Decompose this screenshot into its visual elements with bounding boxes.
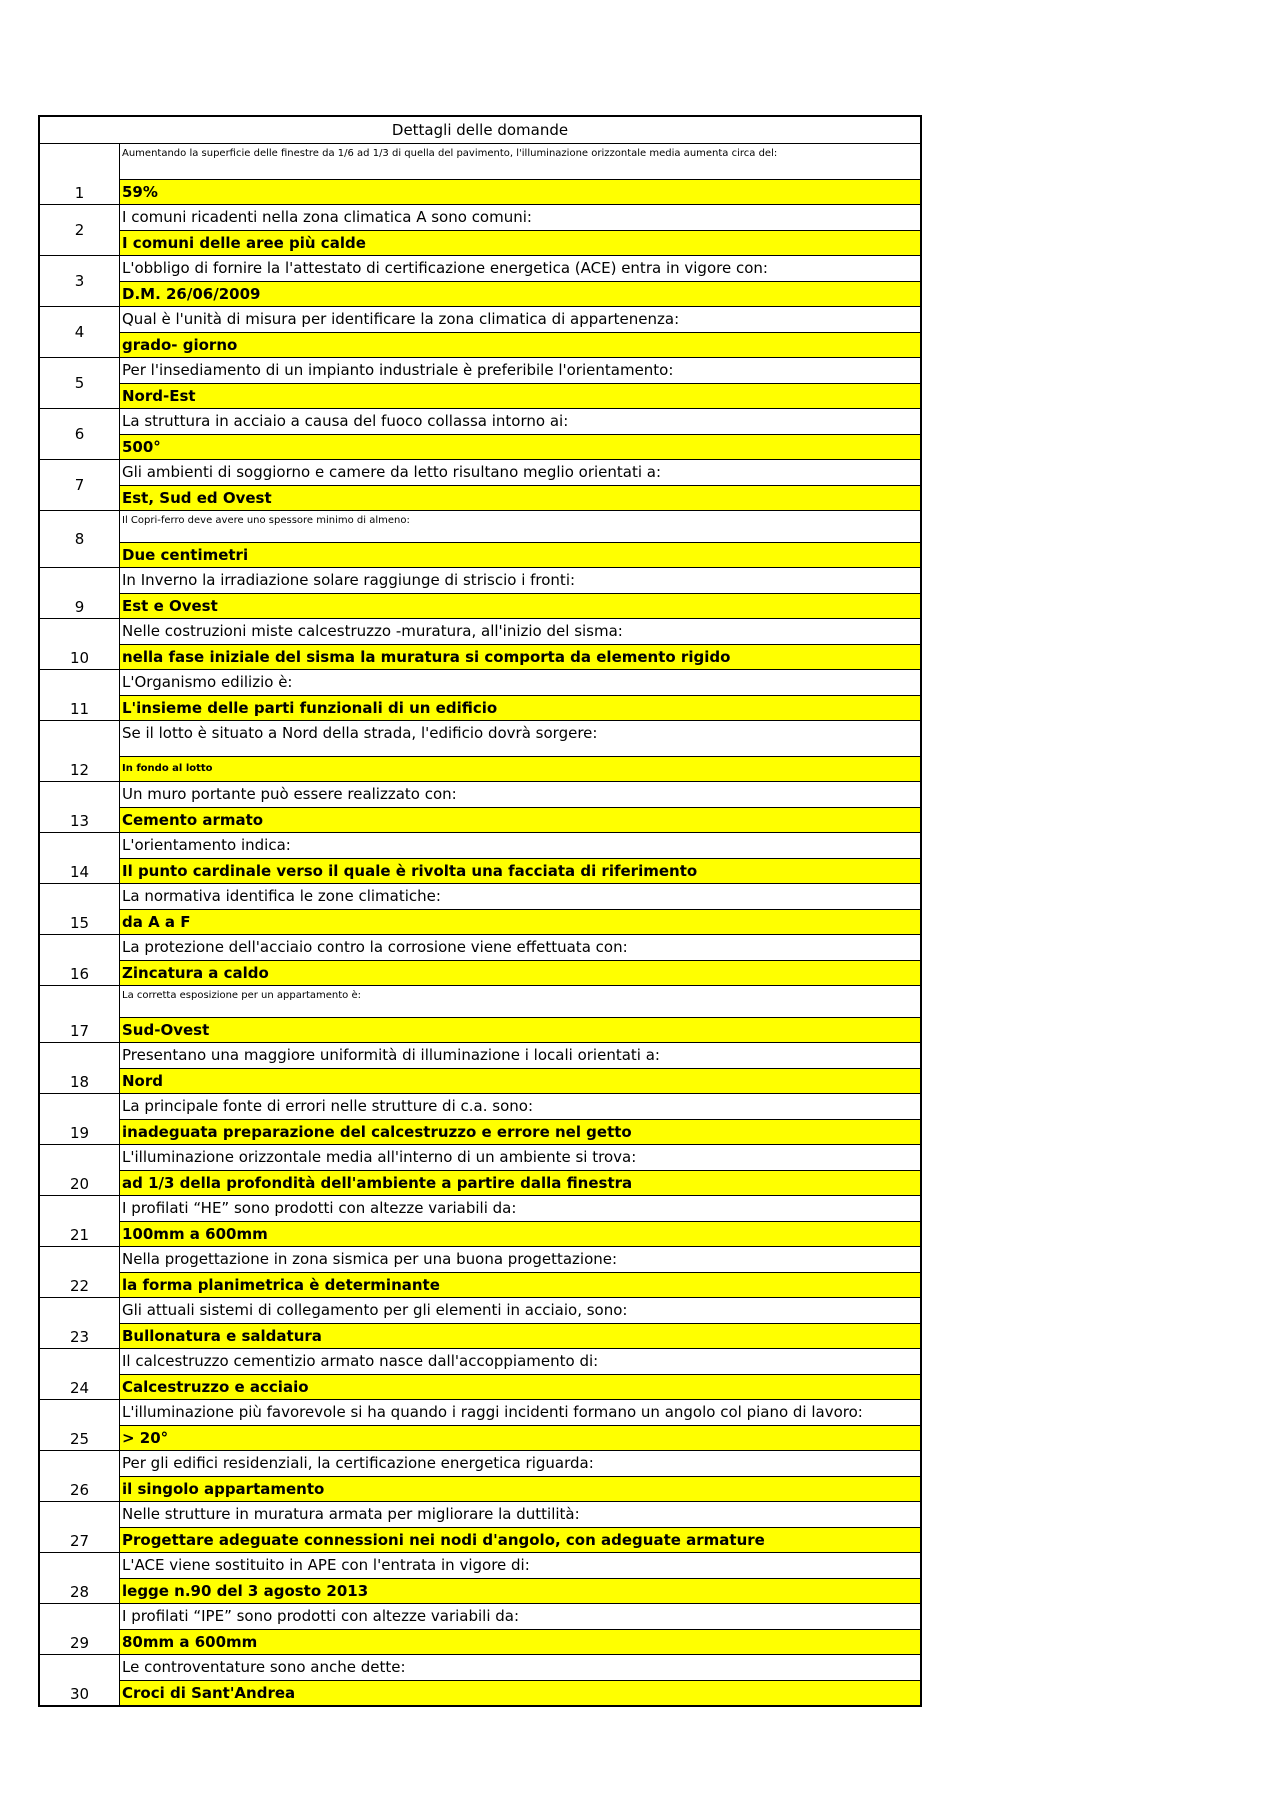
question-cell <box>120 670 920 720</box>
answer-text: Due centimetri <box>120 543 920 567</box>
question-text: Aumentando la superficie delle finestre da 1/6 ad 1/3 di quella del pavimento, l'illuminazione orizzontale media aumenta circa del: <box>120 144 920 180</box>
question-number: 20 <box>40 1145 120 1195</box>
answer-text: 500° <box>120 435 920 459</box>
question-number: 30 <box>40 1655 120 1705</box>
question-cell <box>120 619 920 669</box>
question-text: Per gli edifici residenziali, la certificazione energetica riguarda: <box>120 1451 920 1477</box>
question-cell <box>120 1604 920 1654</box>
table-row <box>40 1247 920 1298</box>
table-row <box>40 1196 920 1247</box>
question-text: I profilati “IPE” sono prodotti con altezze variabili da: <box>120 1604 920 1630</box>
question-text: Un muro portante può essere realizzato con: <box>120 782 920 808</box>
question-number: 14 <box>40 833 120 883</box>
question-cell <box>120 409 920 459</box>
table-row <box>40 307 920 358</box>
question-cell <box>120 1094 920 1144</box>
answer-text: Est, Sud ed Ovest <box>120 486 920 510</box>
answer-text: 80mm a 600mm <box>120 1630 920 1654</box>
question-number: 4 <box>40 307 120 357</box>
question-number: 8 <box>40 511 120 567</box>
answer-text: da A a F <box>120 910 920 934</box>
question-text: La principale fonte di errori nelle strutture di c.a. sono: <box>120 1094 920 1120</box>
question-cell <box>120 1451 920 1501</box>
question-cell <box>120 1298 920 1348</box>
question-number: 19 <box>40 1094 120 1144</box>
question-cell <box>120 144 920 204</box>
table-row <box>40 1655 920 1705</box>
question-number: 17 <box>40 986 120 1042</box>
question-cell <box>120 1247 920 1297</box>
answer-text: Nord <box>120 1069 920 1093</box>
question-text: La struttura in acciaio a causa del fuoco collassa intorno ai: <box>120 409 920 435</box>
answer-text: I comuni delle aree più calde <box>120 231 920 255</box>
question-cell <box>120 884 920 934</box>
table-row <box>40 1400 920 1451</box>
question-number: 23 <box>40 1298 120 1348</box>
answer-text: D.M. 26/06/2009 <box>120 282 920 306</box>
table-row <box>40 1604 920 1655</box>
question-number: 5 <box>40 358 120 408</box>
question-text: Il Copri-ferro deve avere uno spessore minimo di almeno: <box>120 511 920 543</box>
question-cell <box>120 1145 920 1195</box>
question-cell <box>120 511 920 567</box>
answer-text: il singolo appartamento <box>120 1477 920 1501</box>
question-text: In Inverno la irradiazione solare raggiunge di striscio i fronti: <box>120 568 920 594</box>
question-cell <box>120 460 920 510</box>
answer-text: ad 1/3 della profondità dell'ambiente a partire dalla finestra <box>120 1171 920 1195</box>
table-row <box>40 568 920 619</box>
question-cell <box>120 256 920 306</box>
question-text: L'orientamento indica: <box>120 833 920 859</box>
question-text: L'obbligo di fornire la l'attestato di certificazione energetica (ACE) entra in vigore con: <box>120 256 920 282</box>
question-number: 25 <box>40 1400 120 1450</box>
question-cell <box>120 986 920 1042</box>
question-text: I profilati “HE” sono prodotti con altezze variabili da: <box>120 1196 920 1222</box>
question-cell <box>120 1043 920 1093</box>
answer-text: > 20° <box>120 1426 920 1450</box>
question-number: 24 <box>40 1349 120 1399</box>
answer-text: la forma planimetrica è determinante <box>120 1273 920 1297</box>
table-row <box>40 205 920 256</box>
table-row <box>40 511 920 568</box>
question-text: Il calcestruzzo cementizio armato nasce dall'accoppiamento di: <box>120 1349 920 1375</box>
question-text: Nella progettazione in zona sismica per una buona progettazione: <box>120 1247 920 1273</box>
answer-text: nella fase iniziale del sisma la muratura si comporta da elemento rigido <box>120 645 920 669</box>
question-text: L'illuminazione orizzontale media all'interno di un ambiente si trova: <box>120 1145 920 1171</box>
question-cell <box>120 1349 920 1399</box>
question-cell <box>120 1502 920 1552</box>
question-number: 1 <box>40 144 120 204</box>
table-row <box>40 460 920 511</box>
question-cell <box>120 935 920 985</box>
answer-text: Calcestruzzo e acciaio <box>120 1375 920 1399</box>
question-number: 6 <box>40 409 120 459</box>
question-cell <box>120 782 920 832</box>
question-number: 27 <box>40 1502 120 1552</box>
question-number: 9 <box>40 568 120 618</box>
question-text: La normativa identifica le zone climatiche: <box>120 884 920 910</box>
question-number: 28 <box>40 1553 120 1603</box>
questions-table <box>38 115 922 1707</box>
answer-text: Progettare adeguate connessioni nei nodi d'angolo, con adeguate armature <box>120 1528 920 1552</box>
table-row <box>40 1094 920 1145</box>
question-text: Gli ambienti di soggiorno e camere da letto risultano meglio orientati a: <box>120 460 920 486</box>
question-text: Presentano una maggiore uniformità di illuminazione i locali orientati a: <box>120 1043 920 1069</box>
table-body <box>40 144 920 1705</box>
answer-text: Zincatura a caldo <box>120 961 920 985</box>
question-number: 7 <box>40 460 120 510</box>
question-text: Gli attuali sistemi di collegamento per gli elementi in acciaio, sono: <box>120 1298 920 1324</box>
question-cell <box>120 1553 920 1603</box>
question-cell <box>120 358 920 408</box>
question-number: 10 <box>40 619 120 669</box>
table-row <box>40 782 920 833</box>
answer-text: Cemento armato <box>120 808 920 832</box>
question-number: 11 <box>40 670 120 720</box>
answer-text: legge n.90 del 3 agosto 2013 <box>120 1579 920 1603</box>
question-number: 15 <box>40 884 120 934</box>
question-text: Nelle costruzioni miste calcestruzzo -muratura, all'inizio del sisma: <box>120 619 920 645</box>
answer-text: 100mm a 600mm <box>120 1222 920 1246</box>
answer-text: L'insieme delle parti funzionali di un edificio <box>120 696 920 720</box>
question-number: 21 <box>40 1196 120 1246</box>
question-cell <box>120 833 920 883</box>
question-number: 2 <box>40 205 120 255</box>
answer-text: Il punto cardinale verso il quale è rivolta una facciata di riferimento <box>120 859 920 883</box>
table-row <box>40 144 920 205</box>
table-row <box>40 1043 920 1094</box>
question-text: Se il lotto è situato a Nord della strada, l'edificio dovrà sorgere: <box>120 721 920 757</box>
question-cell <box>120 568 920 618</box>
table-row <box>40 670 920 721</box>
question-text: Nelle strutture in muratura armata per migliorare la duttilità: <box>120 1502 920 1528</box>
table-row <box>40 1553 920 1604</box>
table-row <box>40 409 920 460</box>
answer-text: inadeguata preparazione del calcestruzzo e errore nel getto <box>120 1120 920 1144</box>
question-number: 18 <box>40 1043 120 1093</box>
answer-text: Sud-Ovest <box>120 1018 920 1042</box>
question-text: Qual è l'unità di misura per identificare la zona climatica di appartenenza: <box>120 307 920 333</box>
question-cell <box>120 307 920 357</box>
answer-text: In fondo al lotto <box>120 757 920 781</box>
question-number: 12 <box>40 721 120 781</box>
question-number: 3 <box>40 256 120 306</box>
answer-text: Nord-Est <box>120 384 920 408</box>
question-number: 16 <box>40 935 120 985</box>
table-row <box>40 1298 920 1349</box>
question-cell <box>120 1655 920 1705</box>
answer-text: Bullonatura e saldatura <box>120 1324 920 1348</box>
answer-text: Croci di Sant'Andrea <box>120 1681 920 1705</box>
table-row <box>40 721 920 782</box>
question-text: La protezione dell'acciaio contro la corrosione viene effettuata con: <box>120 935 920 961</box>
question-text: L'ACE viene sostituito in APE con l'entrata in vigore di: <box>120 1553 920 1579</box>
table-row <box>40 1349 920 1400</box>
table-row <box>40 1502 920 1553</box>
table-row <box>40 1451 920 1502</box>
table-title: Dettagli delle domande <box>40 117 920 144</box>
table-row <box>40 935 920 986</box>
answer-text: 59% <box>120 180 920 204</box>
question-number: 29 <box>40 1604 120 1654</box>
question-text: I comuni ricadenti nella zona climatica A sono comuni: <box>120 205 920 231</box>
question-text: La corretta esposizione per un appartamento è: <box>120 986 920 1018</box>
answer-text: Est e Ovest <box>120 594 920 618</box>
table-row <box>40 986 920 1043</box>
table-row <box>40 619 920 670</box>
question-text: Le controventature sono anche dette: <box>120 1655 920 1681</box>
table-row <box>40 256 920 307</box>
answer-text: grado- giorno <box>120 333 920 357</box>
question-text: L'illuminazione più favorevole si ha quando i raggi incidenti formano un angolo col piano di lavoro: <box>120 1400 920 1426</box>
question-cell <box>120 1400 920 1450</box>
question-number: 22 <box>40 1247 120 1297</box>
table-row <box>40 358 920 409</box>
table-row <box>40 833 920 884</box>
question-cell <box>120 721 920 781</box>
question-number: 13 <box>40 782 120 832</box>
question-cell <box>120 1196 920 1246</box>
question-number: 26 <box>40 1451 120 1501</box>
question-text: L'Organismo edilizio è: <box>120 670 920 696</box>
table-row <box>40 884 920 935</box>
table-row <box>40 1145 920 1196</box>
question-cell <box>120 205 920 255</box>
question-text: Per l'insediamento di un impianto industriale è preferibile l'orientamento: <box>120 358 920 384</box>
